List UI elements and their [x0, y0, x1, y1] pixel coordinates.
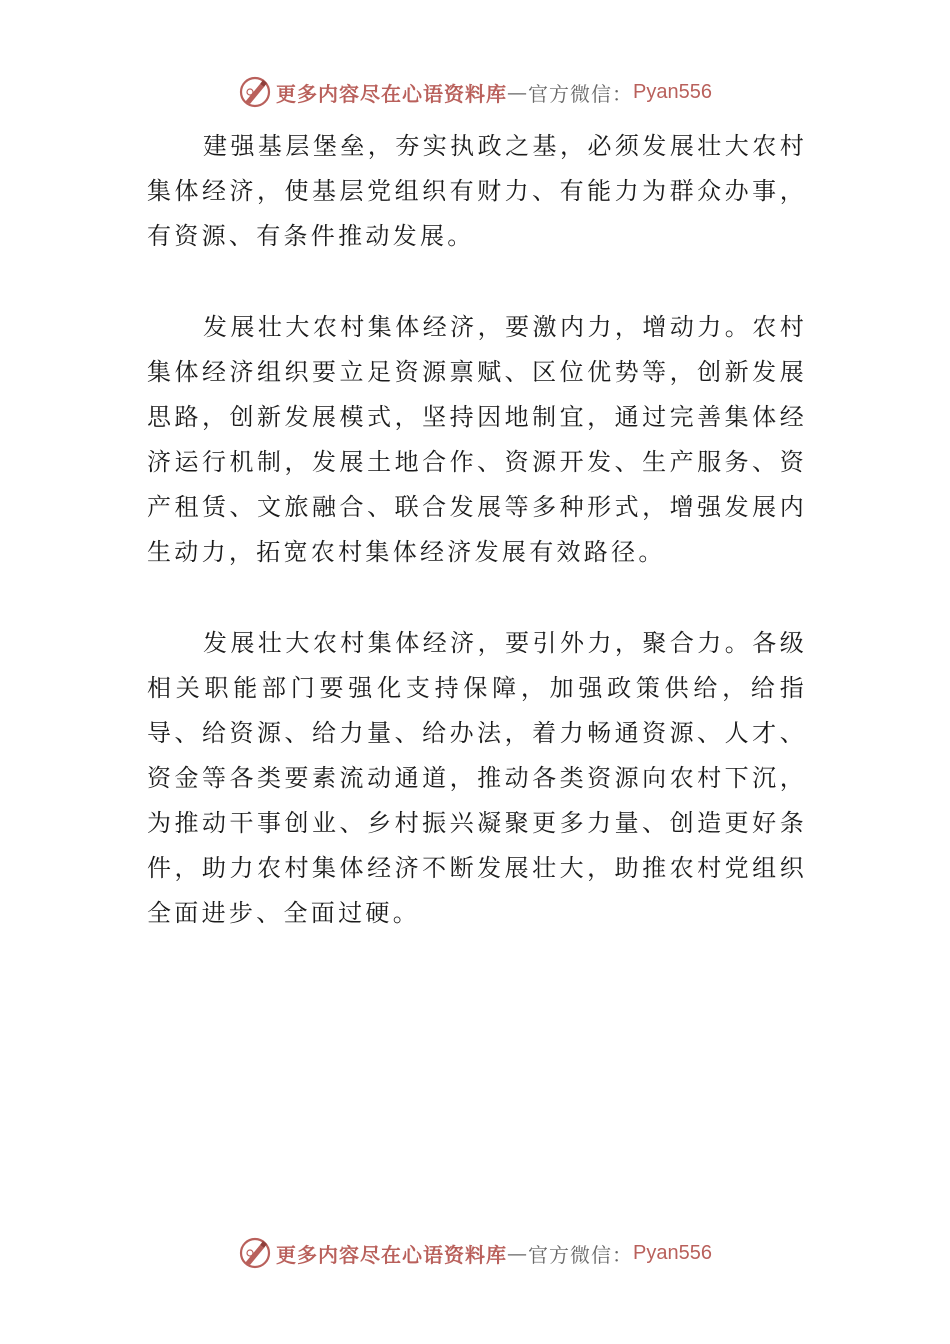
pen-logo-icon	[238, 75, 272, 109]
banner-wechat-id: Pyan556	[633, 80, 712, 103]
document-body	[147, 124, 807, 982]
banner-wechat-label: 官方微信：	[528, 1242, 634, 1267]
pen-logo-icon	[238, 1236, 272, 1270]
paragraph-3: 发展壮大农村集体经济，要引外力，聚合力。各级相关职能部门要强化支持保障，加强政策供给，给指导、给资源、给力量、给办法，着力畅通资源、人才、资金等各类要素流动通道，推动各类资源向农村下沉，为推动干事创业、乡村振兴凝聚更多力量、创造更好条件，助力农村集体经济不断发展壮大，助推农村党组织全面进步、全面过硬。	[147, 629, 807, 927]
banner-wechat-id: Pyan556	[633, 1241, 712, 1264]
banner-title: 更多内容尽在心语资料库	[276, 81, 508, 106]
footer-banner	[0, 1233, 950, 1273]
banner-dash: —	[507, 1241, 529, 1265]
header-banner	[0, 72, 950, 112]
banner-dash: —	[507, 80, 529, 104]
paragraph-1: 建强基层堡垒，夯实执政之基，必须发展壮大农村集体经济，使基层党组织有财力、有能力为群众办事，有资源、有条件推动发展。	[147, 132, 807, 250]
paragraph-2: 发展壮大农村集体经济，要激内力，增动力。农村集体经济组织要立足资源禀赋、区位优势等，创新发展思路，创新发展模式，坚持因地制宜，通过完善集体经济运行机制，发展土地合作、资源开发、生产服务、资产租赁、文旅融合、联合发展等多种形式，增强发展内生动力，拓宽农村集体经济发展有效路径。	[147, 313, 807, 566]
banner-wechat-label: 官方微信：	[528, 81, 634, 106]
banner-title: 更多内容尽在心语资料库	[276, 1242, 508, 1267]
